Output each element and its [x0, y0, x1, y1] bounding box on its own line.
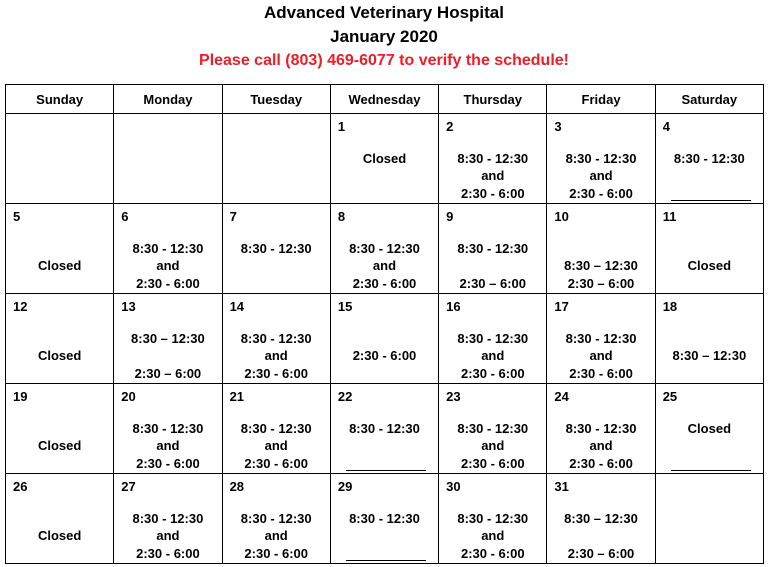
day-number: 31 — [554, 479, 569, 494]
month-title: January 2020 — [330, 27, 438, 46]
day-cell — [547, 294, 655, 384]
day-number: 17 — [554, 299, 569, 314]
hours-line: 8:30 - 12:30 — [565, 150, 637, 166]
hours-line: 2:30 - 6:00 — [569, 455, 633, 471]
blank-underline — [671, 470, 751, 471]
day-cell — [114, 204, 222, 294]
weekday-header: Thursday — [439, 85, 547, 114]
hours-line: Closed — [37, 348, 82, 363]
day-number: 28 — [229, 479, 245, 494]
hours-line: 2:30 – 6:00 — [459, 275, 527, 291]
weekday-header: Sunday — [6, 85, 114, 114]
hours-line: 8:30 - 12:30 — [240, 330, 312, 346]
hours-line: 2:30 - 6:00 — [352, 275, 417, 291]
day-number: 14 — [229, 299, 245, 314]
hours-line: 8:30 – 12:30 — [564, 258, 638, 273]
empty-cell — [222, 114, 330, 204]
day-cell — [547, 474, 655, 564]
hours-line: 8:30 - 12:30 — [132, 510, 204, 526]
hours-line: 2:30 – 6:00 — [567, 275, 635, 291]
day-number: 3 — [554, 119, 562, 134]
hours-line: 2:30 - 6:00 — [460, 545, 525, 561]
hours-line: 2:30 - 6:00 — [136, 545, 200, 561]
day-cell — [655, 384, 763, 474]
day-number: 22 — [337, 389, 353, 404]
day-cell — [330, 114, 438, 204]
hours-line: 2:30 - 6:00 — [460, 185, 525, 201]
hours-line: Closed — [687, 258, 732, 273]
hours-line: and — [481, 168, 505, 183]
week-row — [6, 294, 764, 384]
day-cell — [330, 474, 438, 564]
hours-line: and — [589, 438, 613, 453]
hours-line: and — [264, 348, 288, 363]
day-number: 13 — [121, 299, 136, 314]
hours-line: 8:30 - 12:30 — [457, 420, 529, 436]
hours-line: 8:30 - 12:30 — [240, 510, 312, 526]
hours-line: 8:30 - 12:30 — [132, 240, 204, 256]
hours-line: Closed — [37, 258, 82, 273]
day-number: 25 — [662, 389, 678, 404]
day-cell — [439, 474, 547, 564]
day-number: 26 — [13, 479, 28, 494]
hours-line: 2:30 – 6:00 — [134, 365, 202, 381]
weekday-header: Tuesday — [222, 85, 330, 114]
hours-line: 2:30 - 6:00 — [460, 365, 525, 381]
hours-line: and — [156, 438, 180, 453]
day-cell — [547, 114, 655, 204]
hours-line: 8:30 - 12:30 — [132, 420, 204, 436]
day-number: 24 — [554, 389, 569, 404]
hours-line: 2:30 - 6:00 — [244, 455, 308, 471]
day-cell — [114, 384, 222, 474]
hours-line: 2:30 - 6:00 — [244, 545, 308, 561]
hours-line: and — [481, 348, 505, 363]
week-row — [6, 474, 764, 564]
hours-line: 8:30 - 12:30 — [349, 510, 420, 526]
day-cell — [547, 204, 655, 294]
day-number: 4 — [662, 119, 670, 134]
day-number: 20 — [121, 389, 136, 404]
day-cell — [547, 384, 655, 474]
day-cell — [114, 294, 222, 384]
day-cell — [6, 204, 114, 294]
hours-line: 2:30 - 6:00 — [244, 365, 308, 381]
hours-line: and — [589, 348, 613, 363]
hours-line: and — [372, 258, 397, 273]
blank-underline — [671, 200, 751, 201]
empty-cell — [6, 114, 114, 204]
hours-line: 8:30 - 12:30 — [673, 150, 745, 166]
hours-line: and — [481, 438, 505, 453]
hospital-title: Advanced Veterinary Hospital — [264, 3, 504, 22]
hours-line: 2:30 - 6:00 — [569, 185, 633, 201]
hours-line: 2:30 - 6:00 — [136, 455, 200, 471]
day-cell — [6, 384, 114, 474]
calendar-table — [5, 84, 764, 564]
weekday-header: Saturday — [655, 85, 763, 114]
hours-line: and — [264, 438, 288, 453]
hours-line: Closed — [362, 150, 407, 166]
hours-line: 2:30 - 6:00 — [136, 275, 200, 291]
day-cell — [655, 204, 763, 294]
day-number: 5 — [13, 209, 21, 224]
day-number: 12 — [13, 299, 28, 314]
day-number: 7 — [229, 209, 237, 224]
hours-line: 2:30 – 6:00 — [567, 545, 635, 561]
empty-cell — [114, 114, 222, 204]
day-cell — [655, 294, 763, 384]
hours-line: 8:30 – 12:30 — [131, 330, 205, 346]
hours-line: Closed — [687, 420, 732, 436]
weekday-header: Friday — [547, 85, 655, 114]
hours-line: 8:30 - 12:30 — [240, 420, 312, 436]
verify-notice: Please call (803) 469-6077 to verify the schedule! — [199, 52, 569, 69]
hours-line: 8:30 - 12:30 — [349, 420, 420, 436]
day-number: 10 — [554, 209, 569, 224]
day-number: 11 — [662, 209, 677, 224]
blank-underline — [346, 560, 426, 561]
hours-line: 8:30 - 12:30 — [457, 510, 529, 526]
hours-line: 2:30 - 6:00 — [569, 365, 633, 381]
hours-line: 8:30 – 12:30 — [564, 510, 638, 526]
day-number: 15 — [337, 299, 353, 314]
hours-line: and — [156, 258, 180, 273]
day-cell — [439, 204, 547, 294]
day-cell — [222, 384, 330, 474]
day-number: 30 — [446, 479, 461, 494]
hours-line: 2:30 - 6:00 — [460, 455, 525, 471]
week-row — [6, 204, 764, 294]
day-cell — [222, 204, 330, 294]
hours-line: 2:30 - 6:00 — [352, 348, 417, 363]
day-cell — [330, 384, 438, 474]
day-cell — [114, 474, 222, 564]
empty-cell — [655, 474, 763, 564]
calendar-body — [6, 114, 764, 564]
hours-line: Closed — [37, 438, 82, 453]
day-cell — [439, 114, 547, 204]
day-cell — [655, 114, 763, 204]
day-cell — [330, 294, 438, 384]
day-number: 2 — [446, 119, 454, 134]
day-cell — [439, 294, 547, 384]
day-cell — [6, 294, 114, 384]
hours-line: 8:30 - 12:30 — [565, 420, 637, 436]
weekday-header: Monday — [114, 85, 222, 114]
weekday-header-row — [6, 85, 764, 114]
day-number: 6 — [121, 209, 129, 224]
week-row — [6, 114, 764, 204]
day-number: 18 — [662, 299, 678, 314]
hours-line: and — [481, 528, 505, 543]
hours-line: and — [156, 528, 180, 543]
day-number: 8 — [337, 209, 346, 224]
hours-line: 8:30 - 12:30 — [565, 330, 637, 346]
hours-line: 8:30 - 12:30 — [349, 240, 420, 256]
day-cell — [222, 474, 330, 564]
hours-line: and — [589, 168, 613, 183]
hours-line: 8:30 - 12:30 — [240, 240, 312, 256]
hours-line: Closed — [37, 528, 82, 543]
day-cell — [222, 294, 330, 384]
day-number: 19 — [13, 389, 28, 404]
day-number: 29 — [337, 479, 353, 494]
day-cell — [330, 204, 438, 294]
hours-line: 8:30 - 12:30 — [457, 150, 529, 166]
hours-line: and — [264, 528, 288, 543]
hours-line: 8:30 – 12:30 — [672, 348, 747, 363]
weekday-header: Wednesday — [330, 85, 438, 114]
day-number: 9 — [446, 209, 454, 224]
day-number: 16 — [446, 299, 461, 314]
hours-line: 8:30 - 12:30 — [457, 240, 529, 256]
blank-underline — [346, 470, 426, 471]
day-number: 27 — [121, 479, 136, 494]
day-cell — [6, 474, 114, 564]
hours-line: 8:30 - 12:30 — [457, 330, 529, 346]
week-row — [6, 384, 764, 474]
day-number: 23 — [446, 389, 461, 404]
day-number: 1 — [337, 119, 346, 134]
day-cell — [439, 384, 547, 474]
day-number: 21 — [229, 389, 245, 404]
